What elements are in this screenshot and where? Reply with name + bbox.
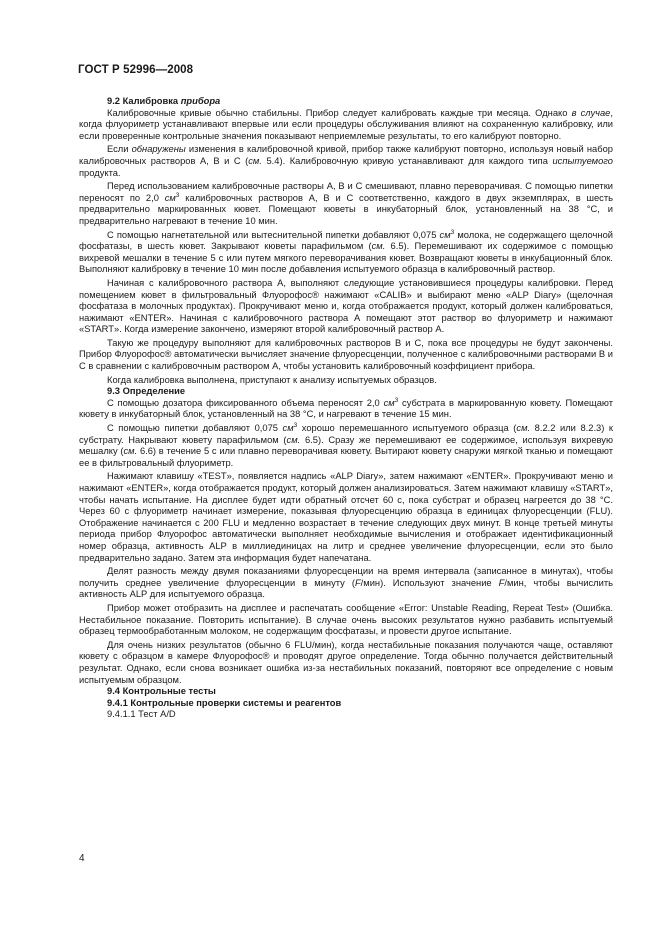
- page-number: 4: [79, 853, 85, 864]
- section-9-2-heading: 9.2 Калибровка прибора: [107, 96, 221, 106]
- paragraph: Нажимают клавишу «TEST», появляется надпись «ALP Diary», затем нажимают «ENTER». Прокручивают меню и нажимают «ENTER», когда отображается продукт, который должен анализироваться. Затем нажимают клавишу «START», чтобы начать испытание. На дисплее будет идти обратный отсчет 60 с, пока субстрат и образец нагреется до 38 °С. Через 60 с флуориметр начинает измерение, показывая флуоресценцию образца в единицах флуоресценции (FLU). Отображение начинается с 200 FLU и медленно возрастает в течение следующих двух минут. В конце третьей минуты периода прибор Флуорофос автоматически выполняет необходимые вычисления и отображает идентификационный номер образца, активность ALP в миллиединицах на литр и среднее увеличение флуоресценции, если это было предварительно задано. Затем эта информация будет напечатана.: [79, 471, 613, 563]
- paragraph: С помощью дозатора фиксированного объема переносят 2,0 $см^3$ субстрата в маркированную кювету. Помещают кювету в инкубаторный блок, установленный на 38 °С, и нагревают в течение 15 мин.: [79, 396, 614, 420]
- section-9-4-heading: 9.4 Контрольные тесты: [107, 686, 216, 697]
- paragraph: Если обнаружены изменения в калибровочной кривой, прибор также калибруют повторно, используя новый набор калибровочных растворов А, В и С (см. 5.4). Калибровочную кривую устанавливают для каждого типа испытуемого продукта.: [79, 144, 613, 178]
- section-9-3-heading: 9.3 Определение: [107, 386, 186, 397]
- paragraph: Калибровочные кривые обычно стабильны. Прибор следует калибровать каждые три месяца. Однако в случае, когда флуориметр устанавливают впервые или если процедуры обслуживания влияют на сохраненную калибровку, или если проверенные контрольные значения показывают неприемлемые результаты, то его калибруют повторно.: [79, 107, 613, 141]
- paragraph: Делят разность между двумя показаниями флуоресценции на время интервала (записанное в минутах), чтобы получить среднее увеличение флуоресценции в минуту (F/мин). Используют значение F/мин, чтобы вычислить активность ALP для испытуемого образца.: [79, 566, 613, 600]
- document-code: ГОСТ Р 52996—2008: [78, 64, 194, 76]
- document-body: [79, 96, 613, 721]
- paragraph: Такую же процедуру выполняют для калибровочных растворов В и С, пока все процедуры не будут закончены. Прибор Флуорофос® автоматически вычисляет значение флуоресценции, полученное с калибровочными растворами В и С в сравнении с калибровочным раствором А, чтобы установить калибровочный коэффициент прибора.: [79, 337, 613, 372]
- paragraph: Прибор может отобразить на дисплее и распечатать сообщение «Error: Unstable Reading, Repeat Test» (Ошибка. Нестабильное показание. Повторить испытание). В случае очень высоких результатов нужно разбавить испытуемый образец термообработанным молоком, не содержащим фосфатазы, и провести другое испытание.: [79, 602, 613, 637]
- paragraph: Для очень низких результатов (обычно 6 FLU/мин), когда нестабильные показания получаются чаще, оставляют кювету с образцом в камере Флуорофос® и проводят другое определение. Тогда обычно получается действительный результат. Однако, если снова возникает ошибка из-за нестабильных показаний, повторяют все определение с новым испытуемым образцом.: [79, 639, 613, 685]
- section-9-4-1-heading: 9.4.1 Контрольные проверки системы и реагентов: [107, 697, 342, 708]
- paragraph: Перед использованием калибровочные растворы А, В и С смешивают, плавно переворачивая. С помощью пипетки переносят по 2,0 $см^3$ калибровочных растворов А, В и С соответственно, каждого в двух экземплярах, в шесть предварительно маркированных кювет. Помещают кюветы в инкубаторный блок, установленный на 38 °С, и предварительно нагревают в течение 10 мин.: [79, 181, 613, 226]
- paragraph: Когда калибровка выполнена, приступают к анализу испытуемых образцов.: [107, 374, 437, 385]
- paragraph: С помощью пипетки добавляют 0,075 $см^3$ хорошо перемешанного испытуемого образца (см. 8.2.2 или 8.2.3) к субстрату. Накрывают кювету парафильмом (см. 6.5). Сразу же перемешивают ее содержимое, используя вихревую мешалку (см. 6.6) в течение 5 с или плавно переворачивая кювету. Вытирают кювету снаружи мягкой тканью и помещают ее в фильтровальный флуориметр.: [79, 421, 614, 468]
- paragraph: Начиная с калибровочного раствора А, выполняют следующие установившиеся процедуры калибровки. Перед помещением кювет в фильтровальный Флуорофос® нажимают «CALIB» и выбирают меню «ALP Diary» (щелочная фосфатаза в молочных продуктах). Прокручивают меню и, когда отображается продукт, который должен калиброваться, нажимают «ENTER». Начиная с калибровочного раствора А помещают этот раствор во флуориметр и нажимают «START». Когда измерение закончено, измеряют второй калибровочный раствор А.: [79, 277, 613, 335]
- paragraph: С помощью нагнетательной или вытеснительной пипетки добавляют 0,075 $см^3$ молока, не содержащего щелочной фосфатазы, в шесть кювет. Закрывают кюветы парафильмом (см. 6.5). Перемешивают их содержимое с помощью вихревой мешалки в течение 5 с или путем мягкого переворачивания кювет. Возвращают кюветы в инкубационный блок. Выполняют калибровку в течение 10 мин после добавления испытуемого образца в калибровочный раствор.: [79, 228, 613, 275]
- section-9-4-1-1-heading: 9.4.1.1 Тест А/D: [107, 709, 176, 720]
